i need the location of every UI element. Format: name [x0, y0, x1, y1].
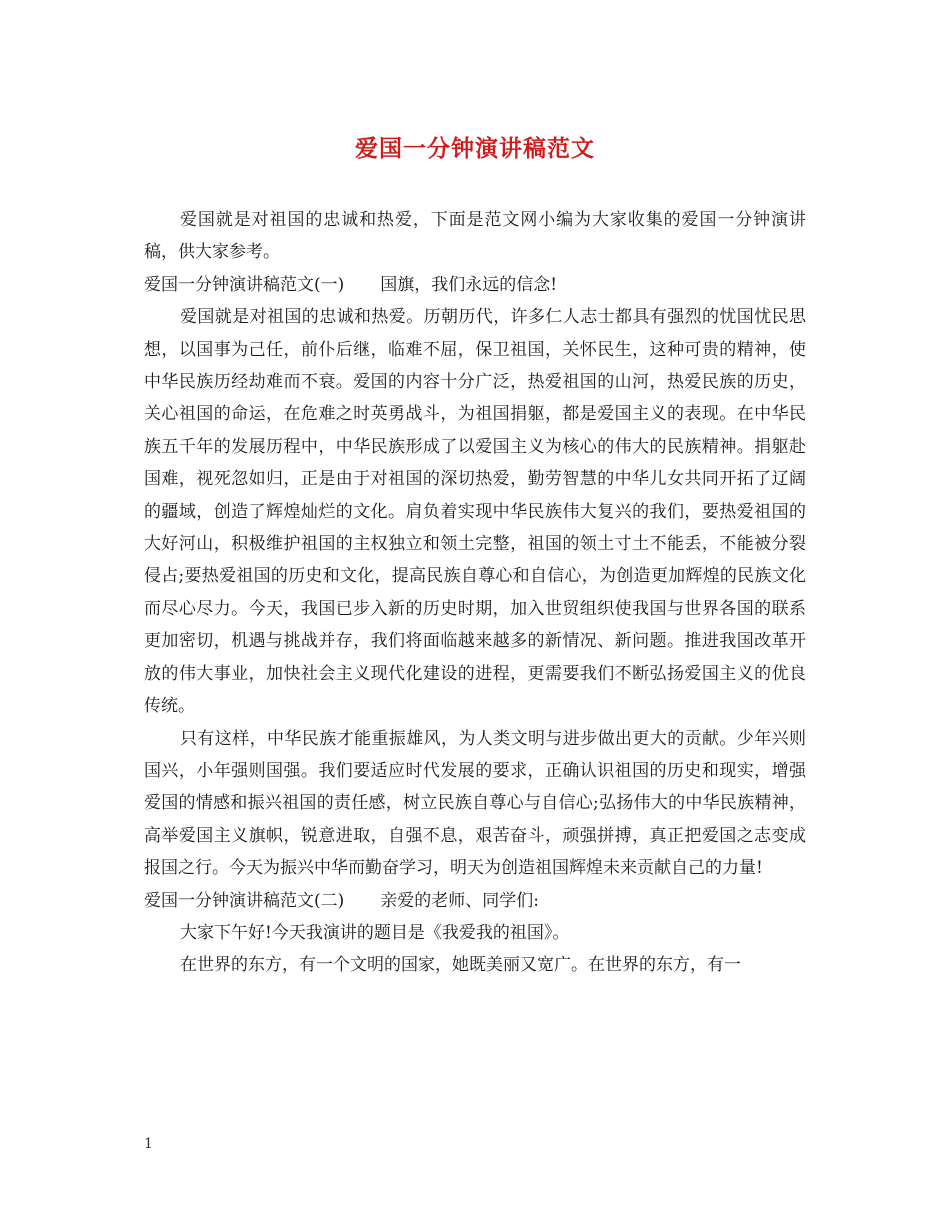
- section-2-heading: 爱国一分钟演讲稿范文(二): [144, 890, 345, 911]
- section-2-paragraph-1: 大家下午好!今天我演讲的题目是《我爱我的祖国》。: [180, 922, 570, 943]
- section-2-subtitle: 亲爱的老师、同学们:: [380, 890, 539, 911]
- section-1-paragraph-1: 爱国就是对祖国的忠诚和热爱。历朝历代，许多仁人志士都具有强烈的忧国忧民思想，以国事为己任，前仆后继，临难不屈，保卫祖国，关怀民生，这种可贵的精神，使中华民族历经劫难而不衰。爱国的内容十分广泛，热爱祖国的山河，热爱民族的历史，关心祖国的命运，在危难之时英勇战斗，为祖国捐躯，都是爱国主义的表现。在中华民族五千年的发展历程中，中华民族形成了以爱国主义为核心的伟大的民族精神。捐躯赴国难，视死忽如归，正是由于对祖国的深切热爱，勤劳智慧的中华儿女共同开拓了辽阔的疆域，创造了辉煌灿烂的文化。肩负着实现中华民族伟大复兴的我们，要热爱祖国的大好河山，积极维护祖国的主权独立和领土完整，祖国的领土寸土不能丢，不能被分裂侵占;要热爱祖国的历史和文化，提高民族自尊心和自信心，为创造更加辉煌的民族文化而尽心尽力。今天，我国已步入新的历史时期，加入世贸组织使我国与世界各国的联系更加密切，机遇与挑战并存，我们将面临越来越多的新情况、新问题。推进我国改革开放的伟大事业，加快社会主义现代化建设的进程，更需要我们不断弘扬爱国主义的优良传统。: [144, 307, 806, 717]
- document-body: [144, 204, 806, 982]
- section-1-subtitle: 国旗，我们永远的信念!: [380, 274, 558, 295]
- section-1-heading: 爱国一分钟演讲稿范文(一): [144, 274, 345, 295]
- intro-paragraph: 爱国就是对祖国的忠诚和热爱，下面是范文网小编为大家收集的爱国一分钟演讲稿，供大家参考。: [144, 210, 806, 263]
- page-title: 爱国一分钟演讲稿范文: [355, 135, 595, 162]
- section-2-heading-line: [144, 885, 806, 917]
- section-1-heading-line: [144, 269, 806, 301]
- section-1-paragraph-2: 只有这样，中华民族才能重振雄风，为人类文明与进步做出更大的贡献。少年兴则国兴，小年强则国强。我们要适应时代发展的要求，正确认识祖国的历史和现实，增强爱国的情感和振兴祖国的责任感，树立民族自尊心与自信心;弘扬伟大的中华民族精神，高举爱国主义旗帜，锐意进取，自强不息，艰苦奋斗，顽强拼搏，真正把爱国之志变成报国之行。今天为振兴中华而勤奋学习，明天为创造祖国辉煌未来贡献自己的力量!: [144, 728, 806, 879]
- page-number: 1: [144, 1136, 153, 1152]
- section-2-paragraph-2: 在世界的东方，有一个文明的国家，她既美丽又宽广。在世界的东方，有一: [180, 955, 741, 976]
